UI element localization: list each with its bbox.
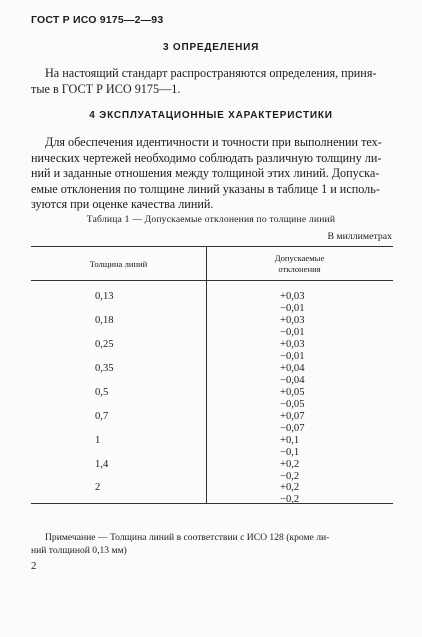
deviation-plus: +0,03	[280, 315, 305, 326]
deviation-minus: −0,07	[280, 423, 305, 434]
table-cell-thickness: 0,18	[95, 315, 114, 326]
table-cell-deviation	[280, 363, 320, 387]
section-4-title: 4 ЭКСПЛУАТАЦИОННЫЕ ХАРАКТЕРИСТИКИ	[89, 110, 333, 121]
table-cell-deviation	[280, 459, 320, 483]
table-cell-deviation	[280, 291, 320, 315]
table-cell-thickness: 0,35	[95, 363, 114, 374]
section-4-line: нических чертежей необходимо соблюдать различную толщину ли-	[31, 150, 382, 165]
deviation-plus: +0,05	[280, 387, 305, 398]
table-cell-thickness: 0,13	[95, 291, 114, 302]
table-cell-thickness: 0,5	[95, 387, 109, 398]
deviation-minus: −0,2	[280, 471, 300, 482]
table-column-divider	[206, 246, 207, 503]
deviation-minus: −0,05	[280, 399, 305, 410]
deviation-minus: −0,01	[280, 351, 305, 362]
table-cell-deviation	[280, 339, 320, 363]
deviation-plus: +0,2	[280, 482, 300, 493]
deviation-minus: −0,1	[280, 447, 300, 458]
table-bottom-rule	[31, 503, 393, 504]
deviation-minus: −0,2	[280, 494, 300, 505]
table-cell-thickness: 2	[95, 482, 101, 493]
deviation-plus: +0,04	[280, 363, 305, 374]
table-cell-thickness: 1,4	[95, 459, 109, 470]
note-line: ний толщиной 0,13 мм)	[31, 545, 127, 556]
column-header-deviation	[206, 253, 393, 275]
table-cell-deviation	[280, 411, 320, 435]
table-cell-deviation	[280, 387, 320, 411]
section-3-line: тые в ГОСТ Р ИСО 9175—1.	[31, 81, 181, 96]
deviation-plus: +0,03	[280, 291, 305, 302]
table-note	[31, 531, 393, 557]
section-4-text	[31, 135, 382, 213]
column-header-thickness: Толщина линий	[89, 259, 148, 269]
section-4-line: ний и заданные отношения между толщиной этих линий. Допуска-	[31, 166, 380, 180]
column-header-deviation-line: Допускаемые	[274, 253, 325, 263]
document-header: ГОСТ Р ИСО 9175—2—93	[31, 14, 164, 26]
table-cell-thickness: 0,7	[95, 411, 109, 422]
section-4-line: емые отклонения по толщине линий указаны в таблице 1 и исполь-	[31, 181, 380, 196]
table-header-rule	[31, 280, 393, 281]
deviation-plus: +0,03	[280, 339, 305, 350]
deviation-minus: −0,01	[280, 327, 305, 338]
column-header-deviation-line: отклонения	[278, 264, 321, 274]
section-4-line: зуются при оценке качества линий.	[31, 197, 214, 211]
section-3-title: 3 ОПРЕДЕЛЕНИЯ	[162, 42, 260, 53]
table-units: В миллиметрах	[327, 231, 392, 242]
section-4-line: Для обеспечения идентичности и точности при выполнении тех-	[45, 135, 382, 149]
table-cell-thickness: 0,25	[95, 339, 114, 350]
table-caption: Таблица 1 — Допускаемые отклонения по толщине линий	[86, 214, 336, 225]
deviation-minus: −0,01	[280, 303, 305, 314]
table-cell-deviation	[280, 435, 320, 459]
table-top-rule	[31, 246, 393, 247]
table-cell-deviation	[280, 315, 320, 339]
deviation-plus: +0,1	[280, 435, 300, 446]
table-cell-thickness: 1	[95, 435, 101, 446]
note-line: Примечание — Толщина линий в соответствии с ИСО 128 (кроме ли-	[45, 532, 330, 543]
section-3-line: На настоящий стандарт распространяются определения, приня-	[45, 66, 377, 80]
deviation-minus: −0,04	[280, 375, 305, 386]
section-3-text	[31, 66, 379, 97]
deviation-plus: +0,07	[280, 411, 305, 422]
deviation-plus: +0,2	[280, 459, 300, 470]
page-number: 2	[31, 560, 37, 572]
